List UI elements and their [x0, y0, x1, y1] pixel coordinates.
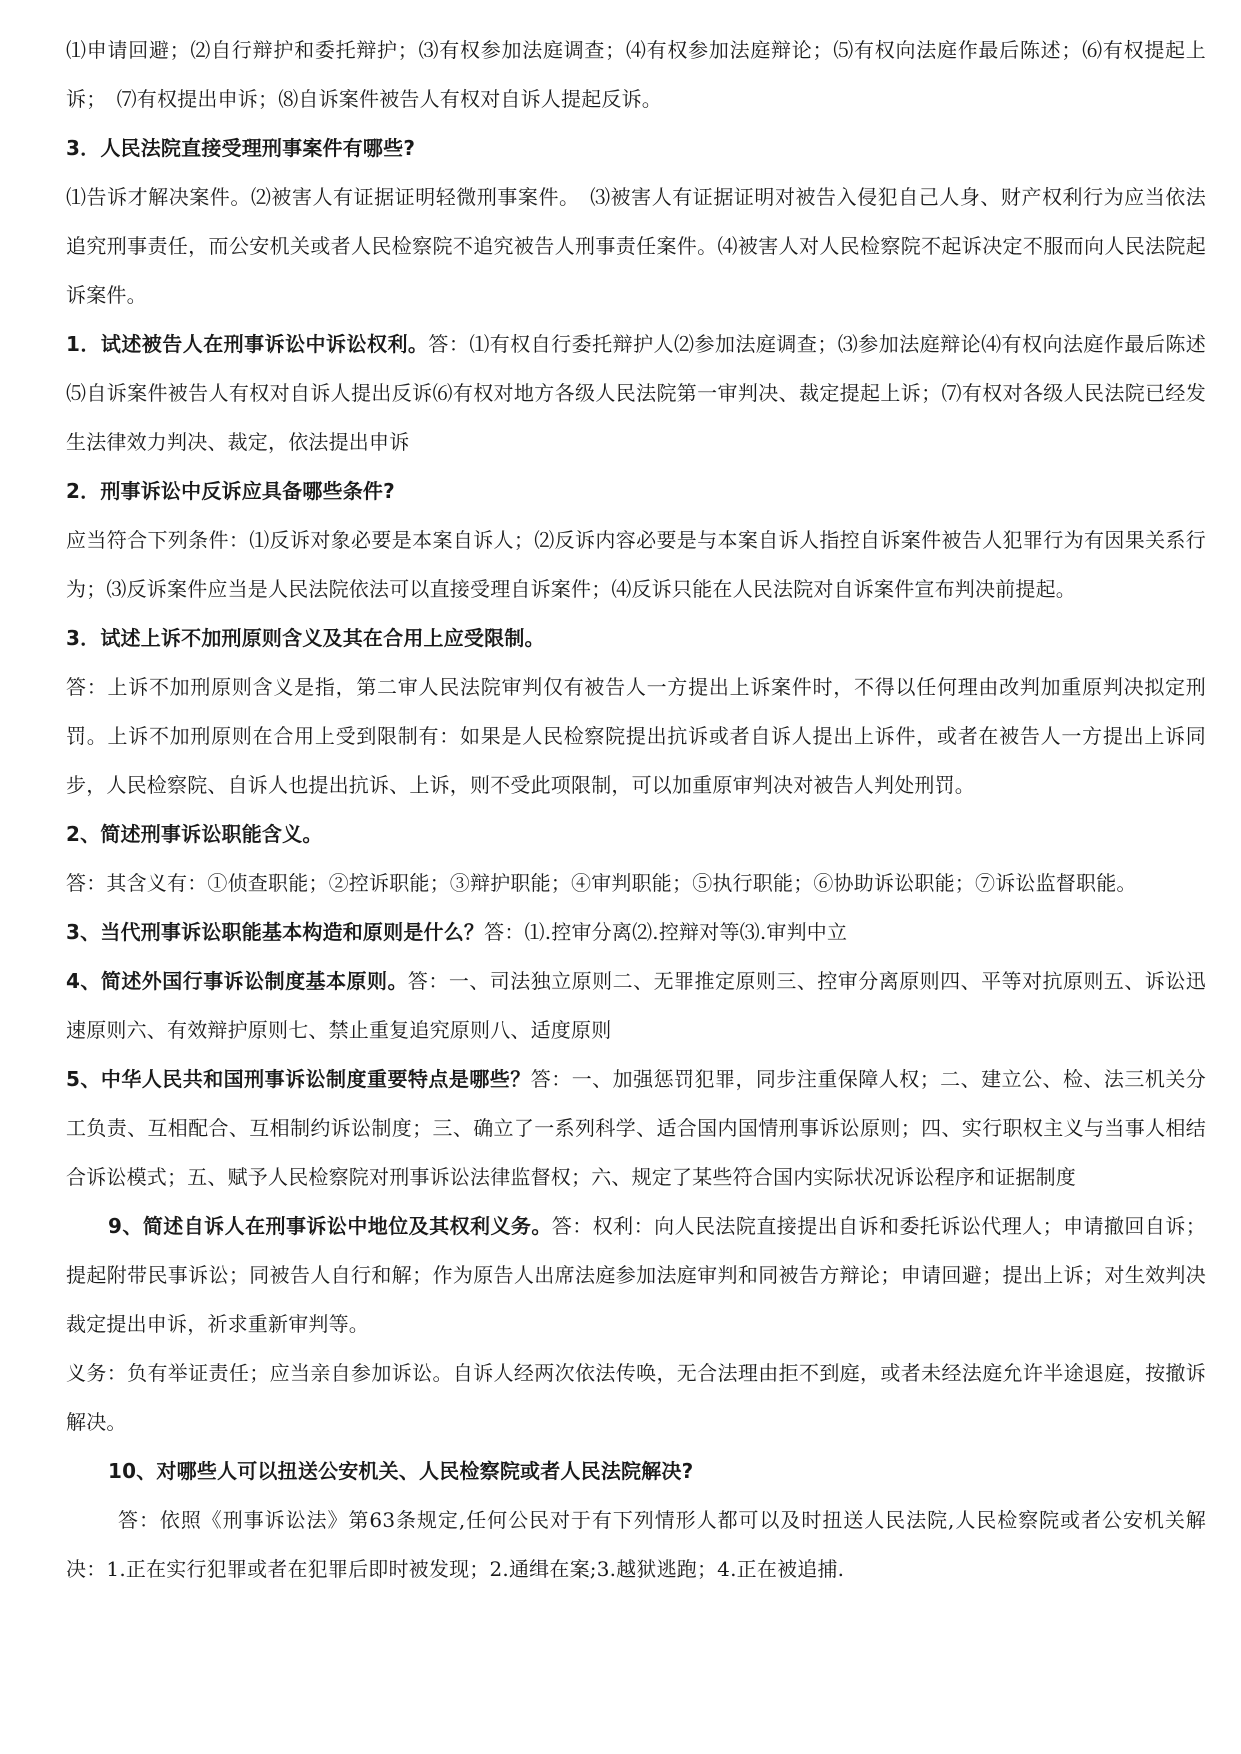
answer-text: ⑴申请回避；⑵自行辩护和委托辩护；⑶有权参加法庭调查；⑷有权参加法庭辩论；⑸有权向法庭作最后陈述；⑹有权提起上诉； ⑺有权提出申诉；⑻自诉案件被告人有权对自诉人提起反诉。 [66, 38, 1206, 111]
paragraph-8 [66, 663, 1206, 810]
paragraph-17 [66, 1496, 1206, 1594]
paragraph-15 [66, 1349, 1206, 1447]
paragraph-14 [66, 1202, 1206, 1349]
paragraph-13 [66, 1055, 1206, 1202]
paragraph-10 [66, 859, 1206, 908]
question-text: 3．人民法院直接受理刑事案件有哪些? [66, 136, 416, 160]
answer-text: 应当符合下列条件：⑴反诉对象必要是本案自诉人；⑵反诉内容必要是与本案自诉人指控自诉案件被告人犯罪行为有因果关系行为；⑶反诉案件应当是人民法院依法可以直接受理自诉案件；⑷反诉只能在人民法院对自诉案件宣布判决前提起。 [66, 528, 1206, 601]
paragraph-2 [66, 124, 1206, 173]
answer-text: 答：依照《刑事诉讼法》第63条规定,任何公民对于有下列情形人都可以及时扭送人民法院,人民检察院或者公安机关解决：1.正在实行犯罪或者在犯罪后即时被发现；2.通缉在案;3.越狱逃跑；4.正在被追捕. [66, 1508, 1206, 1581]
paragraph-1 [66, 26, 1206, 124]
answer-text: 义务：负有举证责任；应当亲自参加诉讼。自诉人经两次依法传唤，无合法理由拒不到庭，或者未经法庭允许半途退庭，按撤诉解决。 [66, 1361, 1206, 1434]
paragraph-12 [66, 957, 1206, 1055]
answer-text: 答：⑴有权自行委托辩护人⑵参加法庭调查；⑶参加法庭辩论⑷有权向法庭作最后陈述⑸自诉案件被告人有权对自诉人提出反诉⑹有权对地方各级人民法院第一审判决、裁定提起上诉；⑺有权对各级人民法院已经发生法律效力判决、裁定，依法提出申诉 [66, 332, 1206, 454]
answer-text: 答：其含义有：①侦查职能；②控诉职能；③辩护职能；④审判职能；⑤执行职能；⑥协助诉讼职能；⑦诉讼监督职能。 [66, 871, 1137, 895]
answer-text: 答：一、加强惩罚犯罪，同步注重保障人权；二、建立公、检、法三机关分工负责、互相配合、互相制约诉讼制度；三、确立了一系列科学、适合国内国情刑事诉讼原则；四、实行职权主义与当事人相结合诉讼模式；五、赋予人民检察院对刑事诉讼法律监督权；六、规定了某些符合国内实际状况诉讼程序和证据制度 [66, 1067, 1207, 1189]
answer-text: 答：权利：向人民法院直接提出自诉和委托诉讼代理人；申请撤回自诉；提起附带民事诉讼；同被告人自行和解；作为原告人出席法庭参加法庭审判和同被告方辩论；申请回避；提出上诉；对生效判决裁定提出申诉，祈求重新审判等。 [66, 1214, 1206, 1336]
paragraph-11 [66, 908, 1206, 957]
question-text: 10、对哪些人可以扭送公安机关、人民检察院或者人民法院解决? [108, 1459, 694, 1483]
answer-text: 答：上诉不加刑原则含义是指，第二审人民法院审判仅有被告人一方提出上诉案件时，不得以任何理由改判加重原判决拟定刑罚。上诉不加刑原则在合用上受到限制有：如果是人民检察院提出抗诉或者自诉人提出上诉件，或者在被告人一方提出上诉同步，人民检察院、自诉人也提出抗诉、上诉，则不受此项限制，可以加重原审判决对被告人判处刑罚。 [66, 675, 1206, 797]
paragraph-6 [66, 516, 1206, 614]
paragraph-5 [66, 467, 1206, 516]
document-page [66, 26, 1206, 1594]
question-text: 5、中华人民共和国刑事诉讼制度重要特点是哪些？ [66, 1067, 531, 1091]
question-text: 1．试述被告人在刑事诉讼中诉讼权利。 [66, 332, 429, 356]
question-text: 3、当代刑事诉讼职能基本构造和原则是什么？ [66, 920, 485, 944]
question-text: 2．刑事诉讼中反诉应具备哪些条件? [66, 479, 395, 503]
paragraph-9 [66, 810, 1206, 859]
question-text: 9、简述自诉人在刑事诉讼中地位及其权利义务。 [108, 1214, 552, 1238]
answer-text: 答：⑴.控审分离⑵.控辩对等⑶.审判中立 [484, 920, 848, 944]
question-text: 2、简述刑事诉讼职能含义。 [66, 822, 323, 846]
question-text: 4、简述外国行事诉讼制度基本原则。 [66, 969, 408, 993]
paragraph-4 [66, 320, 1206, 467]
paragraph-7 [66, 614, 1206, 663]
answer-text: 答：一、司法独立原则二、无罪推定原则三、控审分离原则四、平等对抗原则五、诉讼迅速原则六、有效辩护原则七、禁止重复追究原则八、适度原则 [66, 969, 1206, 1042]
paragraph-16 [66, 1447, 1206, 1496]
paragraph-3 [66, 173, 1206, 320]
question-text: 3．试述上诉不加刑原则含义及其在合用上应受限制。 [66, 626, 545, 650]
answer-text: ⑴告诉才解决案件。⑵被害人有证据证明轻微刑事案件。 ⑶被害人有证据证明对被告入侵犯自己人身、财产权利行为应当依法追究刑事责任，而公安机关或者人民检察院不追究被告人刑事责任案件。⑷被害人对人民检察院不起诉决定不服而向人民法院起诉案件。 [66, 185, 1206, 307]
